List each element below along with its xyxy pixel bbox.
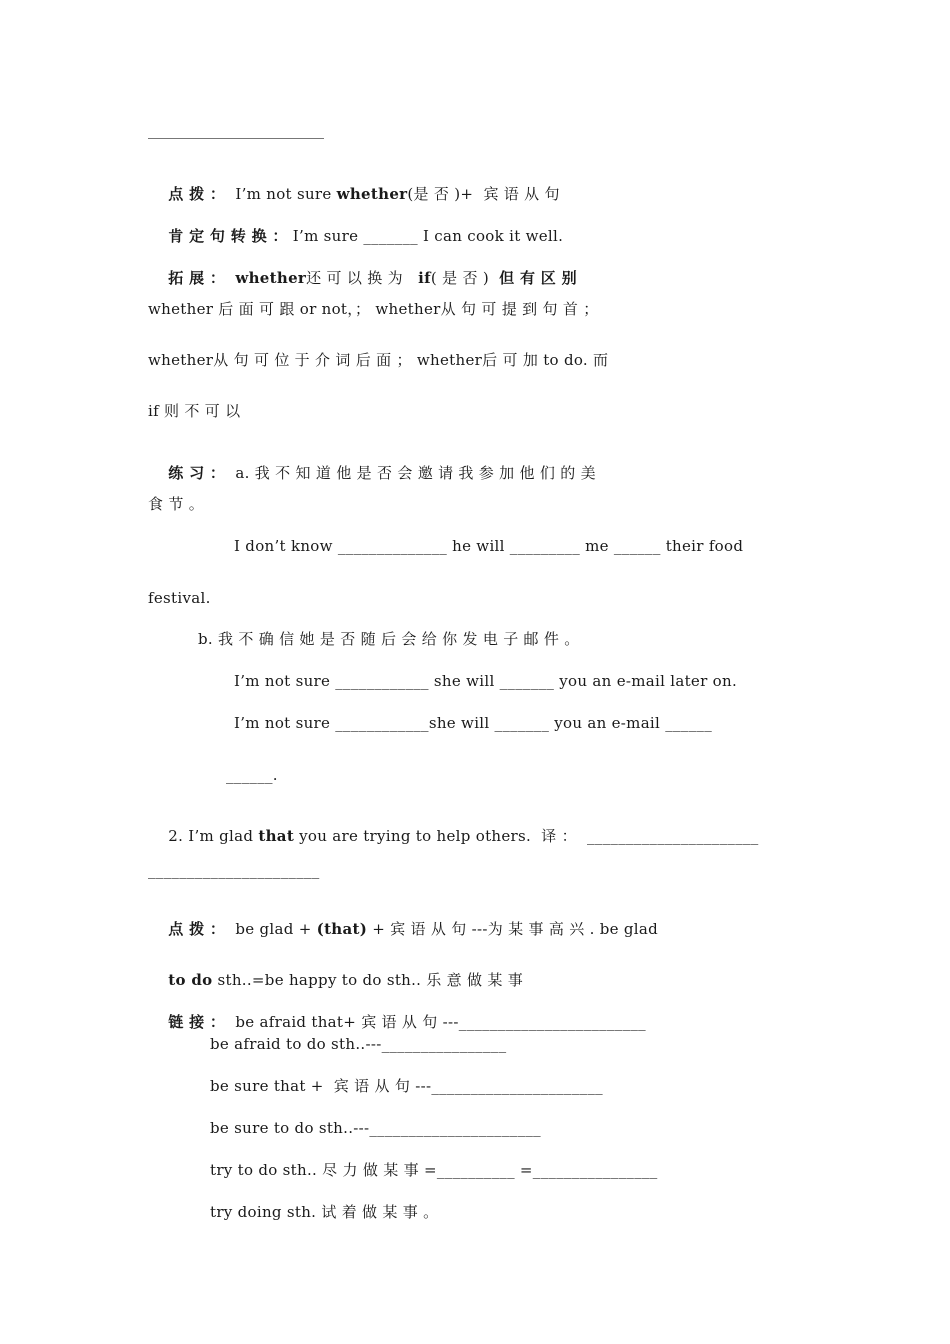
text: whether 后 面 可 跟 or not，； whether从 句 可 提 到 句 首 ； bbox=[148, 300, 599, 318]
text: I’m sure _______ I can cook it well. bbox=[292, 227, 564, 245]
text: whether从 句 可 位 于 介 词 后 面 ； whether后 可 加 to do. 而 bbox=[148, 351, 609, 369]
keyword: that bbox=[258, 827, 295, 845]
question-2-answer-line bbox=[148, 860, 320, 880]
label-hint: 点 拨 ： bbox=[168, 185, 226, 203]
line-rule-2 bbox=[148, 350, 608, 370]
exercise-b-prompt bbox=[198, 629, 580, 649]
text: 宾 语 从 句 bbox=[483, 185, 560, 203]
link-item-try-to bbox=[210, 1160, 658, 1180]
keyword: if bbox=[418, 269, 431, 287]
text: I’m not sure ____________she will _______ you an e-mail ______ bbox=[234, 714, 712, 732]
text: I’m not sure ____________ she will _______ you an e-mail later on. bbox=[234, 672, 738, 690]
line-rule-3 bbox=[148, 401, 240, 421]
line-rule-1 bbox=[148, 299, 599, 319]
text: (是 否 )+ bbox=[407, 185, 479, 203]
text: 还 可 以 换 为 bbox=[306, 269, 408, 287]
link-item-afraid-to bbox=[210, 1034, 506, 1054]
text: ______. bbox=[226, 766, 278, 784]
text: be glad + bbox=[235, 920, 317, 938]
exercise-a-answer-cont bbox=[148, 588, 211, 608]
text: sth..=be happy to do sth.. 乐 意 做 某 事 bbox=[212, 971, 524, 989]
text: be afraid that+ 宾 语 从 句 ---________________________ bbox=[235, 1013, 646, 1031]
label-affirmative: 肯 定 句 转 换 ： bbox=[168, 227, 288, 245]
link-item-sure-to bbox=[210, 1118, 541, 1138]
text: ( 是 否 ) bbox=[430, 269, 495, 287]
text: 但 有 区 别 bbox=[499, 269, 577, 287]
text: b. 我 不 确 信 她 是 否 随 后 会 给 你 发 电 子 邮 件 。 bbox=[198, 630, 580, 648]
keyword: whether bbox=[336, 185, 408, 203]
keyword: (that) bbox=[316, 920, 368, 938]
exercise-b-answer-2-cont bbox=[226, 765, 278, 785]
text: 食 节 。 bbox=[148, 495, 205, 513]
text: I’m not sure bbox=[235, 185, 337, 203]
text: 2. I’m glad bbox=[168, 827, 259, 845]
text: try to do sth.. 尽 力 做 某 事 =__________ =________________ bbox=[210, 1161, 658, 1179]
exercise-b-answer-1 bbox=[234, 671, 737, 691]
text: if 则 不 可 以 bbox=[148, 402, 241, 420]
text: + 宾 语 从 句 ---为 某 事 高 兴 . be glad bbox=[367, 920, 659, 938]
top-answer-line bbox=[148, 138, 324, 139]
link-item-try-doing bbox=[210, 1202, 438, 1222]
line-practice-cont bbox=[148, 494, 204, 514]
label-extend: 拓 展 ： bbox=[168, 269, 226, 287]
text: be afraid to do sth..---________________ bbox=[210, 1035, 507, 1053]
text: festival. bbox=[148, 589, 211, 607]
text: ______________________ bbox=[148, 861, 320, 879]
label-hint: 点 拨 ： bbox=[168, 920, 226, 938]
text: a. 我 不 知 道 他 是 否 会 邀 请 我 参 加 他 们 的 美 bbox=[235, 464, 596, 482]
question-2 bbox=[148, 806, 759, 866]
line-practice bbox=[148, 443, 596, 503]
keyword: whether bbox=[235, 269, 307, 287]
text: try doing sth. 试 着 做 某 事 。 bbox=[210, 1203, 439, 1221]
text: be sure that + 宾 语 从 句 ---______________________ bbox=[210, 1077, 603, 1095]
label-practice: 练 习 ： bbox=[168, 464, 226, 482]
exercise-a-answer bbox=[234, 536, 743, 556]
text: you are trying to help others. 译 ： ______________________ bbox=[294, 827, 759, 845]
keyword: to do bbox=[168, 971, 213, 989]
label-link: 链 接 ： bbox=[168, 1013, 226, 1031]
text: I don’t know ______________ he will _________ me ______ their food bbox=[234, 537, 744, 555]
exercise-b-answer-2 bbox=[234, 713, 712, 733]
text: be sure to do sth..---______________________ bbox=[210, 1119, 541, 1137]
link-item-sure-that bbox=[210, 1076, 603, 1096]
